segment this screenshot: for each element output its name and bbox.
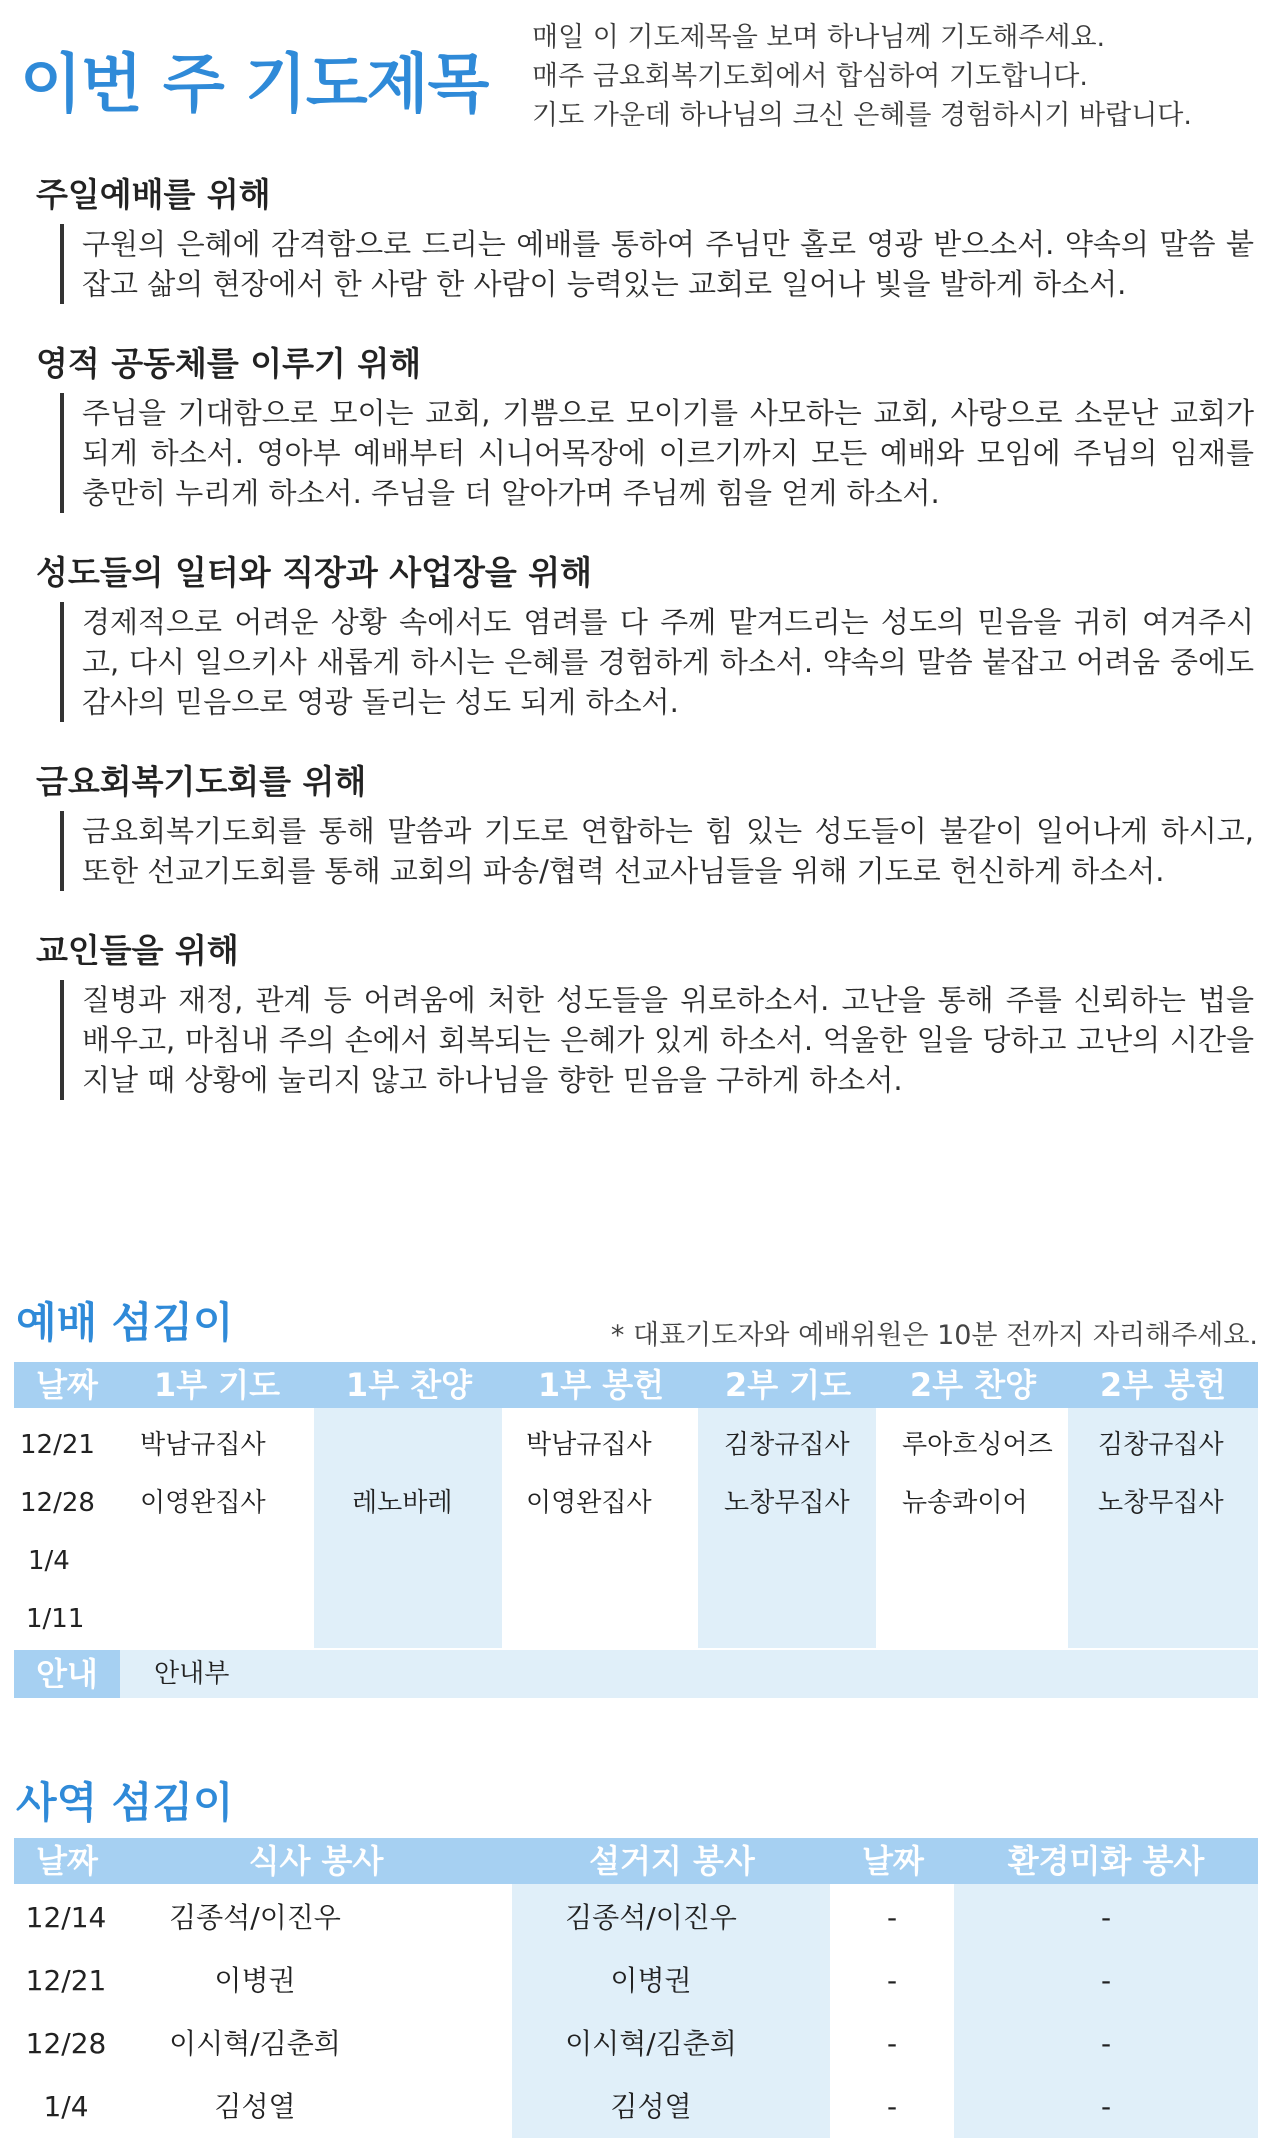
table-cell: 이병권 <box>214 1964 296 1997</box>
second-service-offering-column <box>1068 1408 1258 1648</box>
intro-line: 기도 가운데 하나님의 크신 은혜를 경험하시기 바랍니다. <box>532 100 1192 131</box>
table-cell: - <box>886 2027 898 2060</box>
prayer-heading: 영적 공동체를 이루기 위해 <box>36 344 422 383</box>
table-cell <box>352 1416 502 1474</box>
table-cell <box>1098 1590 1258 1648</box>
prayer-heading: 성도들의 일터와 직장과 사업장을 위해 <box>36 553 593 592</box>
table-cell: 1/4 <box>43 2090 89 2123</box>
table-cell: 김창규집사 <box>1098 1430 1224 1460</box>
table-cell: - <box>1100 2090 1112 2123</box>
table-cell: - <box>886 1964 898 1997</box>
table-cell <box>724 1532 876 1590</box>
table-cell: - <box>1100 2027 1112 2060</box>
date-column <box>14 1884 120 2138</box>
prayer-heading: 교인들을 위해 <box>36 931 239 970</box>
table-cell: 1/4 <box>28 1546 70 1576</box>
table-cell: 12/28 <box>20 1488 95 1518</box>
header-cell: 날짜 <box>36 1366 98 1404</box>
prayer-section-worship <box>36 170 1280 304</box>
page-title: 이번 주 기도제목 <box>20 48 489 122</box>
table-cell <box>140 1532 312 1590</box>
table-cell: 루아흐싱어즈 <box>902 1430 1053 1460</box>
intro-text <box>532 18 1272 135</box>
table-cell: 뉴송콰이어 <box>902 1488 1028 1518</box>
table-cell: - <box>886 2090 898 2123</box>
table-cell: 박남규집사 <box>526 1430 652 1460</box>
second-date-column <box>832 1884 954 2138</box>
table-cell: 김창규집사 <box>724 1430 850 1460</box>
header-cell: 날짜 <box>36 1842 98 1880</box>
prayer-heading: 주일예배를 위해 <box>36 175 271 214</box>
guide-value: 안내부 <box>154 1659 230 1689</box>
table-cell <box>526 1590 696 1648</box>
prayer-section-workplace <box>36 548 1280 722</box>
service-table-body <box>14 1884 1258 2138</box>
table-cell: 이시혁/김춘희 <box>169 2027 341 2060</box>
service-table <box>14 1838 1258 2138</box>
header-cell: 2부 찬양 <box>909 1366 1037 1404</box>
worship-table <box>14 1362 1258 1698</box>
table-cell: - <box>1100 1901 1112 1934</box>
header-cell: 2부 봉헌 <box>1099 1366 1227 1404</box>
table-cell: 김성열 <box>610 2090 692 2123</box>
table-cell <box>1098 1532 1258 1590</box>
header-cell: 환경미화 봉사 <box>1007 1842 1205 1880</box>
prayer-body: 구원의 은혜에 감격함으로 드리는 예배를 통하여 주님만 홀로 영광 받으소서. 약속의 말씀 붙잡고 삶의 현장에서 한 사람 한 사람이 능력있는 교회로 일어나 빛을 발하게 하소서. <box>60 224 1254 304</box>
table-cell: 김종석/이진우 <box>565 1901 737 1934</box>
header-cell: 1부 기도 <box>153 1366 281 1404</box>
table-cell: - <box>1100 1964 1112 1997</box>
guide-label: 안내 <box>14 1650 120 1698</box>
table-cell: 레노바레 <box>352 1488 453 1518</box>
prayer-section-community <box>36 339 1280 513</box>
prayer-section-friday <box>36 757 1280 891</box>
header-cell: 식사 봉사 <box>248 1842 384 1880</box>
date-column <box>14 1408 120 1648</box>
table-cell: 12/14 <box>25 1901 107 1934</box>
service-section-title: 사역 섬김이 <box>16 1778 234 1827</box>
table-cell: 이영완집사 <box>140 1488 266 1518</box>
service-table-header <box>14 1838 1258 1884</box>
table-cell: 김성열 <box>214 2090 296 2123</box>
first-service-offering-column <box>504 1408 698 1648</box>
table-cell: - <box>886 1901 898 1934</box>
prayer-body: 경제적으로 어려운 상황 속에서도 염려를 다 주께 맡겨드리는 성도의 믿음을 귀히 여겨주시고, 다시 일으키사 새롭게 하시는 은혜를 경험하게 하소서. 약속의 말씀 붙잡고 어려움 중에도 감사의 믿음으로 영광 돌리는 성도 되게 하소서. <box>60 602 1254 722</box>
first-service-prayer-column <box>120 1408 314 1648</box>
table-cell <box>352 1590 502 1648</box>
cleaning-service-column <box>954 1884 1258 2138</box>
table-cell: 이영완집사 <box>526 1488 652 1518</box>
table-cell: 노창무집사 <box>724 1488 850 1518</box>
guide-row <box>14 1648 1258 1698</box>
header-cell: 설거지 봉사 <box>589 1842 755 1880</box>
prayer-body: 주님을 기대함으로 모이는 교회, 기쁨으로 모이기를 사모하는 교회, 사랑으로 소문난 교회가 되게 하소서. 영아부 예배부터 시니어목장에 이르기까지 모든 예배와 모임에 주님의 임재를 충만히 누리게 하소서. 주님을 더 알아가며 주님께 힘을 얻게 하소서. <box>60 393 1254 513</box>
second-service-praise-column <box>878 1408 1068 1648</box>
intro-line: 매주 금요회복기도회에서 합심하여 기도합니다. <box>532 61 1088 92</box>
header-cell: 2부 기도 <box>724 1366 852 1404</box>
table-cell <box>724 1590 876 1648</box>
table-cell: 이병권 <box>610 1964 692 1997</box>
table-cell <box>902 1532 1066 1590</box>
header-cell: 1부 봉헌 <box>537 1366 665 1404</box>
table-cell <box>140 1590 312 1648</box>
worship-note: * 대표기도자와 예배위원은 10분 전까지 자리해주세요. <box>610 1320 1258 1351</box>
table-cell <box>526 1532 696 1590</box>
second-service-prayer-column <box>698 1408 878 1648</box>
prayer-body: 금요회복기도회를 통해 말씀과 기도로 연합하는 힘 있는 성도들이 불같이 일어나게 하시고, 또한 선교기도회를 통해 교회의 파송/협력 선교사님들을 위해 기도로 헌신하게 하소서. <box>60 811 1254 891</box>
prayer-body: 질병과 재정, 관계 등 어려움에 처한 성도들을 위로하소서. 고난을 통해 주를 신뢰하는 법을 배우고, 마침내 주의 손에서 회복되는 은혜가 있게 하소서. 억울한 일을 당하고 고난의 시간을 지날 때 상황에 눌리지 않고 하나님을 향한 믿음을 구하게 하소서. <box>60 980 1254 1100</box>
table-cell: 이시혁/김춘희 <box>565 2027 737 2060</box>
intro-line: 매일 이 기도제목을 보며 하나님께 기도해주세요. <box>532 22 1106 53</box>
meal-service-column <box>120 1884 512 2138</box>
table-cell: 노창무집사 <box>1098 1488 1224 1518</box>
table-cell <box>352 1532 502 1590</box>
first-service-praise-column <box>314 1408 504 1648</box>
table-cell: 12/28 <box>25 2027 107 2060</box>
prayer-heading: 금요회복기도회를 위해 <box>36 762 367 801</box>
table-cell: 박남규집사 <box>140 1430 266 1460</box>
prayer-section-members <box>36 926 1280 1100</box>
table-cell: 김종석/이진우 <box>169 1901 341 1934</box>
table-cell: 12/21 <box>25 1964 107 1997</box>
worship-table-header <box>14 1362 1258 1408</box>
worship-table-body <box>14 1408 1258 1648</box>
table-cell: 1/11 <box>26 1604 85 1634</box>
table-cell: 12/21 <box>20 1430 95 1460</box>
worship-section-title: 예배 섬김이 <box>16 1298 234 1347</box>
table-cell <box>902 1590 1066 1648</box>
header-cell: 날짜 <box>862 1842 924 1880</box>
dishwashing-column <box>512 1884 832 2138</box>
prayer-topics <box>0 170 1280 1135</box>
header-cell: 1부 찬양 <box>345 1366 473 1404</box>
